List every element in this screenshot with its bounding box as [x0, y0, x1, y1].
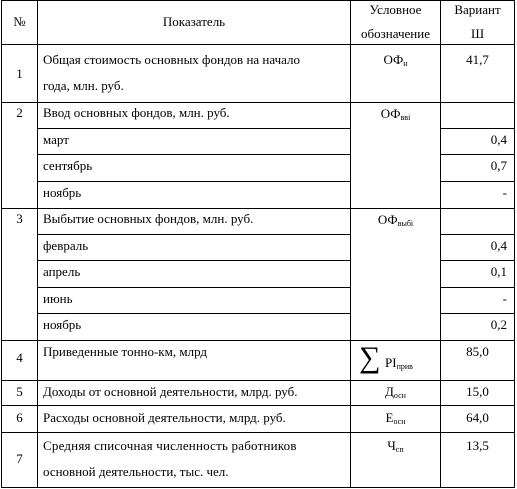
indicator-label: основной деятельности, тыс. чел. [43, 464, 229, 479]
symbol: $Е_{осн}$ [385, 410, 406, 426]
symbol: $Д_{осн}$ [385, 384, 406, 400]
rule [37, 181, 350, 182]
sum-icon: ∑ [359, 341, 381, 374]
value: 41,7 [466, 52, 489, 67]
value: 0,7 [490, 158, 507, 173]
indicators-table [1, 0, 515, 488]
indicator-label: Ввод основных фондов, млн. руб. [43, 105, 230, 120]
value: 64,0 [466, 410, 489, 425]
header-variant-line1: Вариант [454, 2, 501, 17]
rule [37, 287, 350, 288]
value: - [502, 291, 507, 306]
indicator-label: Доходы от основной деятельности, млрд. руб. [43, 384, 298, 399]
value: 0,2 [490, 317, 507, 332]
symbol: $ОФ_{ввi}$ [380, 106, 411, 122]
indicator-label: Приведенные тонно-км, млрд [43, 344, 208, 359]
value: 13,5 [466, 438, 489, 453]
symbol: $ОФ_н$ [383, 52, 408, 68]
sub-label: март [43, 132, 69, 147]
indicator-label: Средняя списочная численность работников [43, 438, 297, 453]
row-number: 3 [16, 211, 23, 226]
value: 0,4 [490, 132, 507, 147]
header-symbol-line1: Условное [369, 2, 422, 17]
indicator-label: Общая стоимость основных фондов на начало [43, 52, 301, 67]
row-number: 2 [16, 105, 23, 120]
header-variant-line2: Ш [470, 26, 485, 41]
row-number: 7 [16, 451, 23, 466]
row-number: 4 [16, 350, 23, 365]
indicator-label: Расходы основной деятельности, млрд. руб. [43, 410, 286, 425]
row-number: 6 [16, 410, 23, 425]
rule [37, 0, 38, 488]
row-number: 1 [16, 66, 23, 81]
header-indicator: Показатель [162, 14, 226, 29]
row-number: 5 [16, 384, 23, 399]
symbol: $PI_{прив}$ [385, 355, 413, 371]
value: 15,0 [466, 384, 489, 399]
indicator-label: Выбытие основных фондов, млн. руб. [43, 211, 254, 226]
rule [37, 313, 350, 314]
sub-label: апрель [43, 264, 81, 279]
rule [37, 260, 350, 261]
sub-label: сентябрь [43, 158, 93, 173]
indicator-label: года, млн. руб. [43, 78, 124, 93]
sub-label: июнь [43, 291, 73, 306]
rule [37, 128, 350, 129]
rule [1, 487, 515, 488]
symbol: $Ч_{сп}$ [387, 438, 404, 454]
value: 0,1 [490, 264, 507, 279]
sub-label: февраль [43, 238, 89, 253]
value: - [502, 185, 507, 200]
header-num: № [13, 14, 26, 29]
header-symbol-line2: обозначение [361, 26, 430, 41]
sub-label: ноябрь [43, 317, 82, 332]
symbol: $ОФ_{выбi}$ [377, 212, 414, 228]
value: 0,4 [490, 238, 507, 253]
rule [514, 0, 515, 488]
sub-label: ноябрь [43, 185, 82, 200]
value: 85,0 [466, 344, 489, 359]
